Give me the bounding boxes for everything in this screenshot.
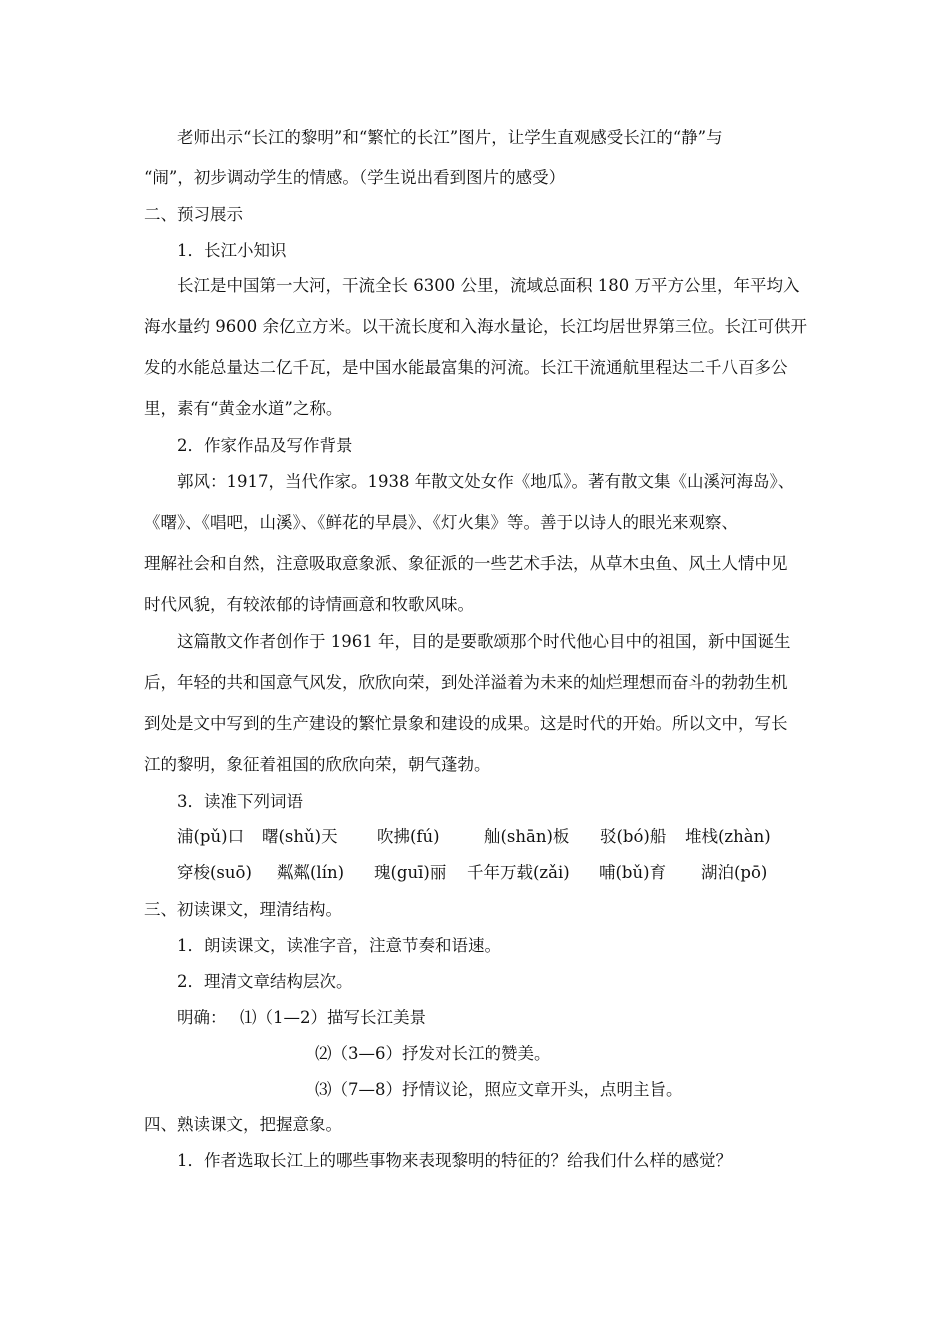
section-3-item-1: 1．朗读课文，读准字音，注意节奏和语速。 — [177, 936, 501, 955]
section-4-heading: 四、熟读课文，把握意象。 — [144, 1115, 342, 1134]
author-bio-line-2: 《曙》、《唱吧，山溪》、《鲜花的早晨》、《灯火集》等。善于以诗人的眼光来观察、 — [144, 513, 738, 532]
section-3-item-2: 2．理清文章结构层次。 — [177, 972, 353, 991]
vocab-word: 粼粼(lín) — [277, 863, 345, 882]
item-3-title: 3．读准下列词语 — [177, 792, 303, 811]
vocab-word: 千年万载(zǎi) — [467, 863, 570, 882]
background-line-2: 后，年轻的共和国意气风发，欣欣向荣，到处洋溢着为未来的灿烂理想而奋斗的勃勃生机 — [144, 673, 788, 692]
yangtze-facts-line-2: 海水量约 9600 余亿立方米。以干流长度和入海水量论，长江均居世界第三位。长江可供开 — [144, 317, 807, 336]
vocab-word: 舢(shān)板 — [484, 827, 570, 846]
background-line-3: 到处是文中写到的生产建设的繁忙景象和建设的成果。这是时代的开始。所以文中，写长 — [144, 714, 788, 733]
section-3-heading: 三、初读课文，理清结构。 — [144, 900, 342, 919]
author-bio-line-1: 郭风：1917，当代作家。1938 年散文处女作《地瓜》。著有散文集《山溪河海岛》、 — [177, 472, 795, 491]
yangtze-facts-line-1: 长江是中国第一大河，干流全长 6300 公里，流域总面积 180 万平方公里，年平均入 — [177, 276, 800, 295]
structure-part-3: ⑶（7—8）抒情议论，照应文章开头，点明主旨。 — [315, 1080, 683, 1099]
vocab-word: 驳(bó)船 — [600, 827, 667, 846]
background-line-1: 这篇散文作者创作于 1961 年，目的是要歌颂那个时代他心目中的祖国，新中国诞生 — [177, 632, 791, 651]
vocab-word: 湖泊(pō) — [701, 863, 768, 882]
intro-paragraph-line-1: 老师出示“长江的黎明”和“繁忙的长江”图片，让学生直观感受长江的“静”与 — [177, 128, 723, 147]
intro-paragraph-line-2: “闹”，初步调动学生的情感。（学生说出看到图片的感受） — [144, 168, 566, 187]
vocab-word: 穿梭(suō) — [177, 863, 252, 882]
structure-part-2: ⑵（3—6）抒发对长江的赞美。 — [315, 1044, 551, 1063]
section-4-item-1: 1．作者选取长江上的哪些事物来表现黎明的特征的？给我们什么样的感觉？ — [177, 1151, 732, 1170]
background-line-4: 江的黎明，象征着祖国的欣欣向荣，朝气蓬勃。 — [144, 755, 491, 774]
vocab-word: 哺(bǔ)育 — [599, 863, 667, 882]
yangtze-facts-line-3: 发的水能总量达二亿千瓦，是中国水能最富集的河流。长江干流通航里程达二千八百多公 — [144, 358, 788, 377]
item-2-title: 2．作家作品及写作背景 — [177, 436, 353, 455]
vocab-word: 堆栈(zhàn) — [685, 827, 771, 846]
vocab-word: 瑰(guī)丽 — [374, 863, 447, 882]
clarify-label: 明确： — [177, 1008, 227, 1027]
vocab-word: 曙(shǔ)天 — [262, 827, 338, 846]
author-bio-line-3: 理解社会和自然，注意吸取意象派、象征派的一些艺术手法，从草木虫鱼、风土人情中见 — [144, 554, 788, 573]
vocab-word: 吹拂(fú) — [377, 827, 440, 846]
yangtze-facts-line-4: 里，素有“黄金水道”之称。 — [144, 399, 343, 418]
item-1-title: 1．长江小知识 — [177, 241, 287, 260]
vocab-word: 浦(pǔ)口 — [177, 827, 245, 846]
section-2-heading: 二、预习展示 — [144, 205, 243, 224]
vocab-row-2 — [177, 863, 857, 883]
vocab-row-1 — [177, 827, 857, 847]
structure-part-1: ⑴（1—2）描写长江美景 — [240, 1008, 426, 1027]
author-bio-line-4: 时代风貌，有较浓郁的诗情画意和牧歌风味。 — [144, 595, 474, 614]
